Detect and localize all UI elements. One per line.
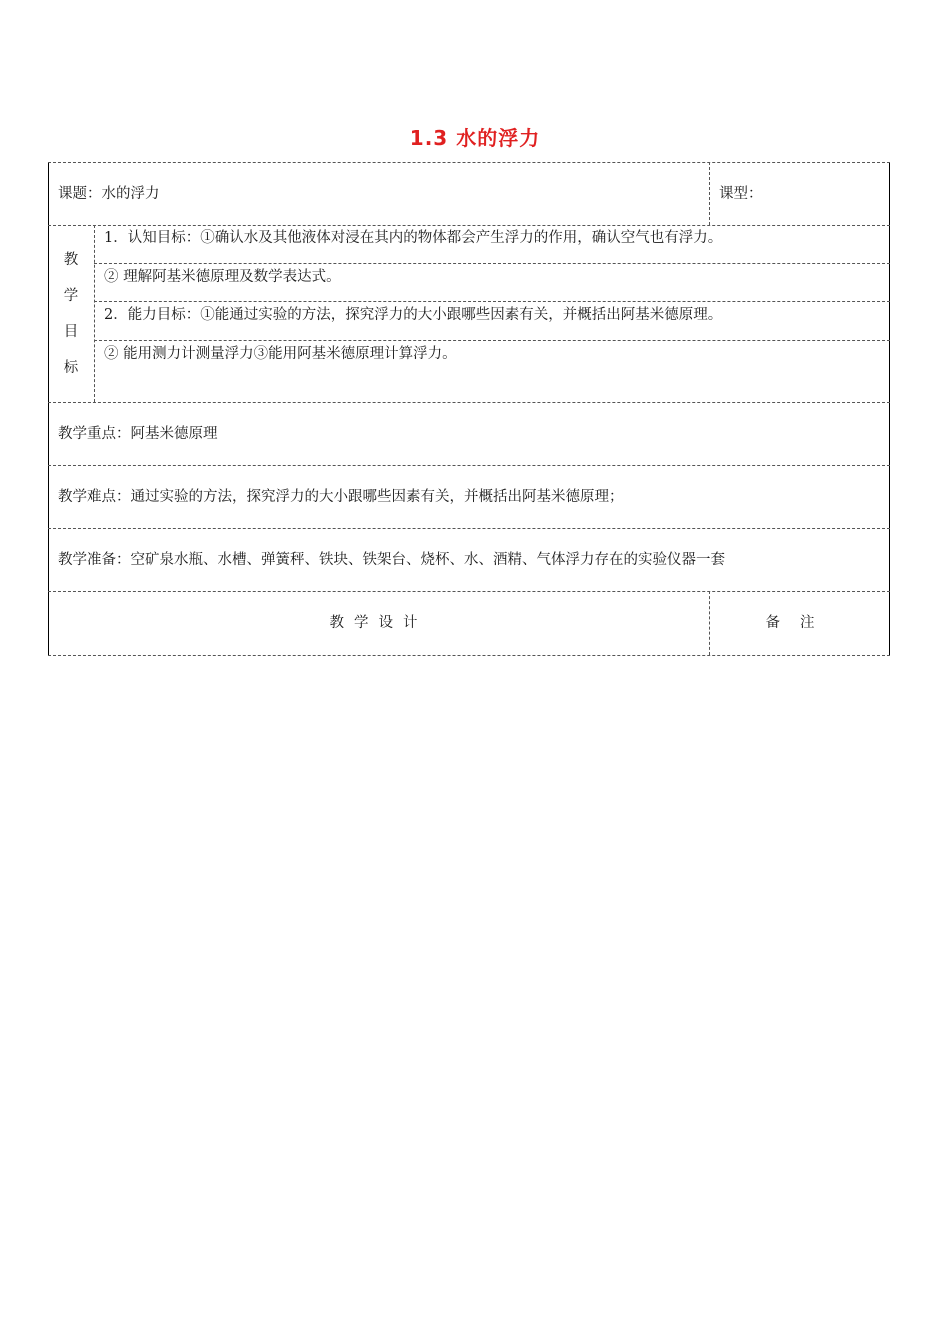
rule-after-topic (48, 225, 890, 226)
rule-objective-2 (94, 301, 890, 302)
objectives-label-char: 目 (63, 324, 79, 340)
key-point: 教学重点：阿基米德原理 (58, 425, 218, 442)
objectives-label-char: 标 (63, 360, 79, 376)
rule-objective-1 (94, 263, 890, 264)
rule-objective-3 (94, 340, 890, 341)
divider-objectives-label (94, 225, 95, 402)
preparation: 教学准备：空矿泉水瓶、水槽、弹簧秤、铁块、铁架台、烧杯、水、酒精、气体浮力存在的实验仪器一套 (58, 551, 725, 568)
table-right-border (889, 162, 890, 656)
objective-line-1: 1．认知目标：①确认水及其他液体对浸在其内的物体都会产生浮力的作用，确认空气也有浮力。 (104, 230, 723, 246)
difficulty: 教学难点：通过实验的方法，探究浮力的大小跟哪些因素有关，并概括出阿基米德原理； (58, 488, 624, 505)
objective-line-3: 2．能力目标：①能通过实验的方法，探究浮力的大小跟哪些因素有关，并概括出阿基米德原理。 (104, 307, 723, 323)
topic-value: 水的浮力 (101, 185, 160, 202)
design-header: 教学设计 (329, 615, 428, 631)
rule-bottom (48, 655, 890, 656)
objectives-label (48, 226, 94, 402)
objectives-label-char: 教 (63, 252, 79, 268)
topic-label: 课题： (58, 185, 102, 202)
rule-top (48, 162, 890, 163)
page-title: 1.3 水的浮力 (409, 126, 541, 150)
objective-line-4: ② 能用测力计测量浮力③能用阿基米德原理计算浮力。 (104, 346, 457, 362)
divider-topic-type (709, 162, 710, 225)
type-label: 课型： (719, 185, 763, 202)
lesson-plan-table (48, 162, 890, 656)
topic-cell (58, 162, 160, 225)
objective-line-2: ② 理解阿基米德原理及数学表达式。 (104, 269, 341, 285)
notes-header: 备注 (765, 615, 835, 631)
objectives-label-char: 学 (63, 288, 79, 304)
